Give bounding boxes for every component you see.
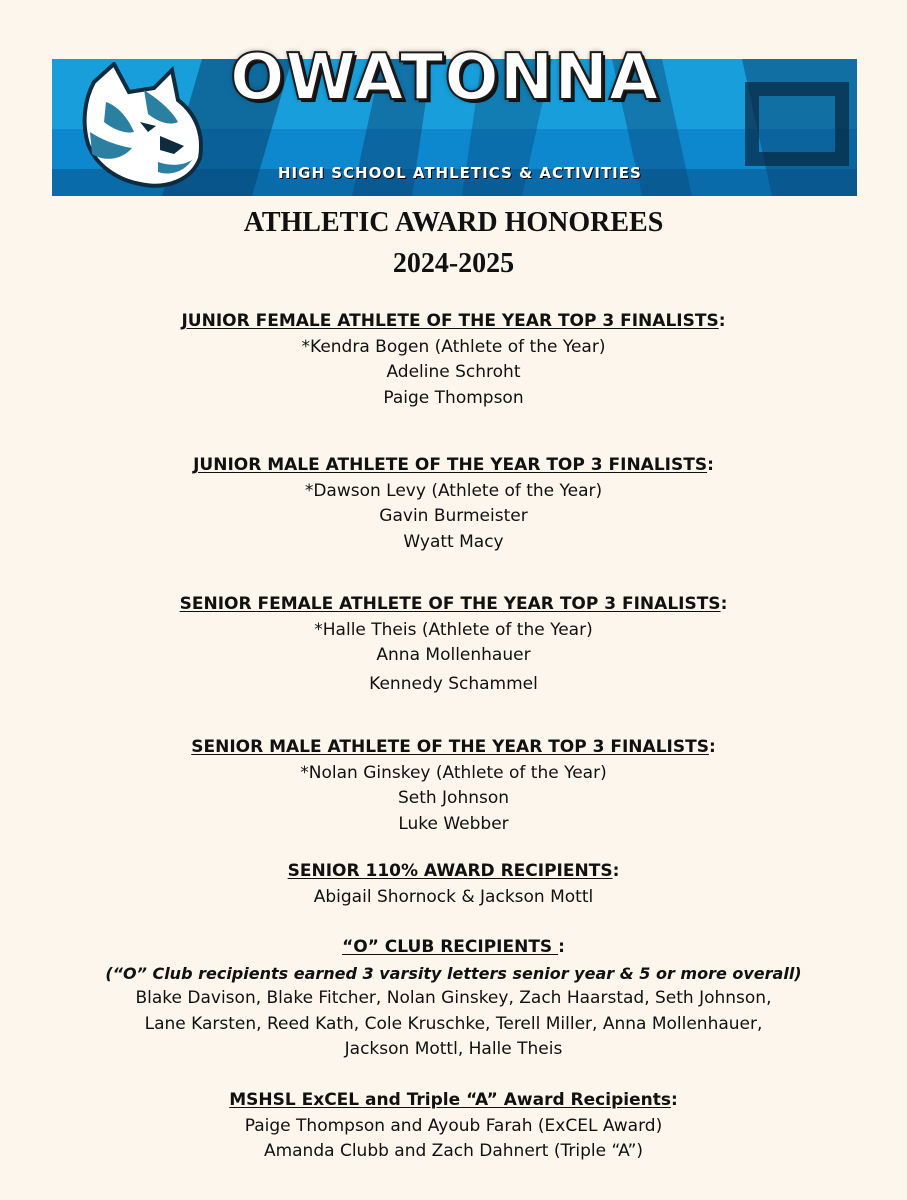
banner-subtitle: HIGH SCHOOL ATHLETICS & ACTIVITIES	[278, 164, 642, 182]
section-heading	[0, 935, 907, 961]
section-heading-colon: :	[718, 311, 726, 331]
section-heading	[0, 592, 907, 618]
section-note: (“O” Club recipients earned 3 varsity letters senior year & 5 or more overall)	[105, 963, 802, 983]
honoree-line: *Halle Theis (Athlete of the Year)	[314, 619, 593, 640]
section-heading-text: SENIOR FEMALE ATHLETE OF THE YEAR TOP 3 FINALISTS	[179, 594, 721, 614]
section-heading-text: “O” CLUB RECIPIENTS	[342, 937, 559, 957]
document-title: ATHLETIC AWARD HONOREES	[243, 207, 664, 238]
honoree-line: Seth Johnson	[397, 788, 510, 808]
section-heading-colon: :	[558, 937, 565, 957]
section-heading-text: JUNIOR FEMALE ATHLETE OF THE YEAR TOP 3 FINALISTS	[181, 311, 719, 331]
section-heading-colon: :	[670, 1090, 678, 1110]
document-year: 2024-2025	[392, 248, 515, 279]
section-junior-male	[0, 453, 907, 555]
honoree-line: Paige Thompson and Ayoub Farah (ExCEL Award)	[244, 1115, 663, 1136]
section-heading-colon: :	[612, 861, 620, 881]
section-heading	[0, 1088, 907, 1114]
section-heading	[0, 453, 907, 479]
honoree-line: Paige Thompson	[383, 387, 524, 408]
honoree-line: Kennedy Schammel	[369, 673, 538, 694]
honoree-line: Adeline Schroht	[386, 362, 521, 382]
honoree-line: Amanda Clubb and Zach Dahnert (Triple “A”)	[263, 1141, 644, 1161]
honoree-line: *Nolan Ginskey (Athlete of the Year)	[300, 762, 607, 783]
section-o-club	[0, 935, 907, 1063]
honoree-line: Abigail Shornock & Jackson Mottl	[313, 886, 594, 907]
section-senior-male	[0, 735, 907, 837]
section-heading-colon: :	[707, 455, 714, 475]
section-heading-text: MSHSL ExCEL and Triple “A” Award Recipients	[229, 1090, 671, 1110]
section-excel-triple-a	[0, 1088, 907, 1165]
honoree-line: Jackson Mottl, Halle Theis	[344, 1039, 563, 1059]
honoree-line: *Dawson Levy (Athlete of the Year)	[304, 480, 603, 501]
section-heading	[0, 859, 907, 885]
section-junior-female	[0, 309, 907, 411]
section-heading	[0, 309, 907, 335]
honoree-line: Wyatt Macy	[403, 531, 504, 552]
honoree-line: Blake Davison, Blake Fitcher, Nolan Ginskey, Zach Haarstad, Seth Johnson,	[135, 988, 772, 1008]
section-heading-text: SENIOR 110% AWARD RECIPIENTS	[287, 861, 613, 881]
banner-title: OWATONNA	[230, 41, 660, 115]
honoree-line: Luke Webber	[398, 813, 509, 834]
honoree-line: Gavin Burmeister	[379, 506, 528, 526]
husky-logo	[74, 62, 210, 190]
section-senior-female	[0, 592, 907, 697]
section-110-award	[0, 859, 907, 910]
section-heading-text: SENIOR MALE ATHLETE OF THE YEAR TOP 3 FINALISTS	[191, 737, 709, 757]
section-heading-colon: :	[708, 737, 716, 757]
honoree-line: Anna Mollenhauer	[376, 645, 531, 665]
section-heading-colon: :	[720, 594, 728, 614]
section-heading-text: JUNIOR MALE ATHLETE OF THE YEAR TOP 3 FINALISTS	[193, 455, 708, 475]
honoree-line: Lane Karsten, Reed Kath, Cole Kruschke, Terell Miller, Anna Mollenhauer,	[144, 1013, 763, 1034]
section-heading	[0, 735, 907, 761]
honoree-line: *Kendra Bogen (Athlete of the Year)	[301, 336, 606, 357]
